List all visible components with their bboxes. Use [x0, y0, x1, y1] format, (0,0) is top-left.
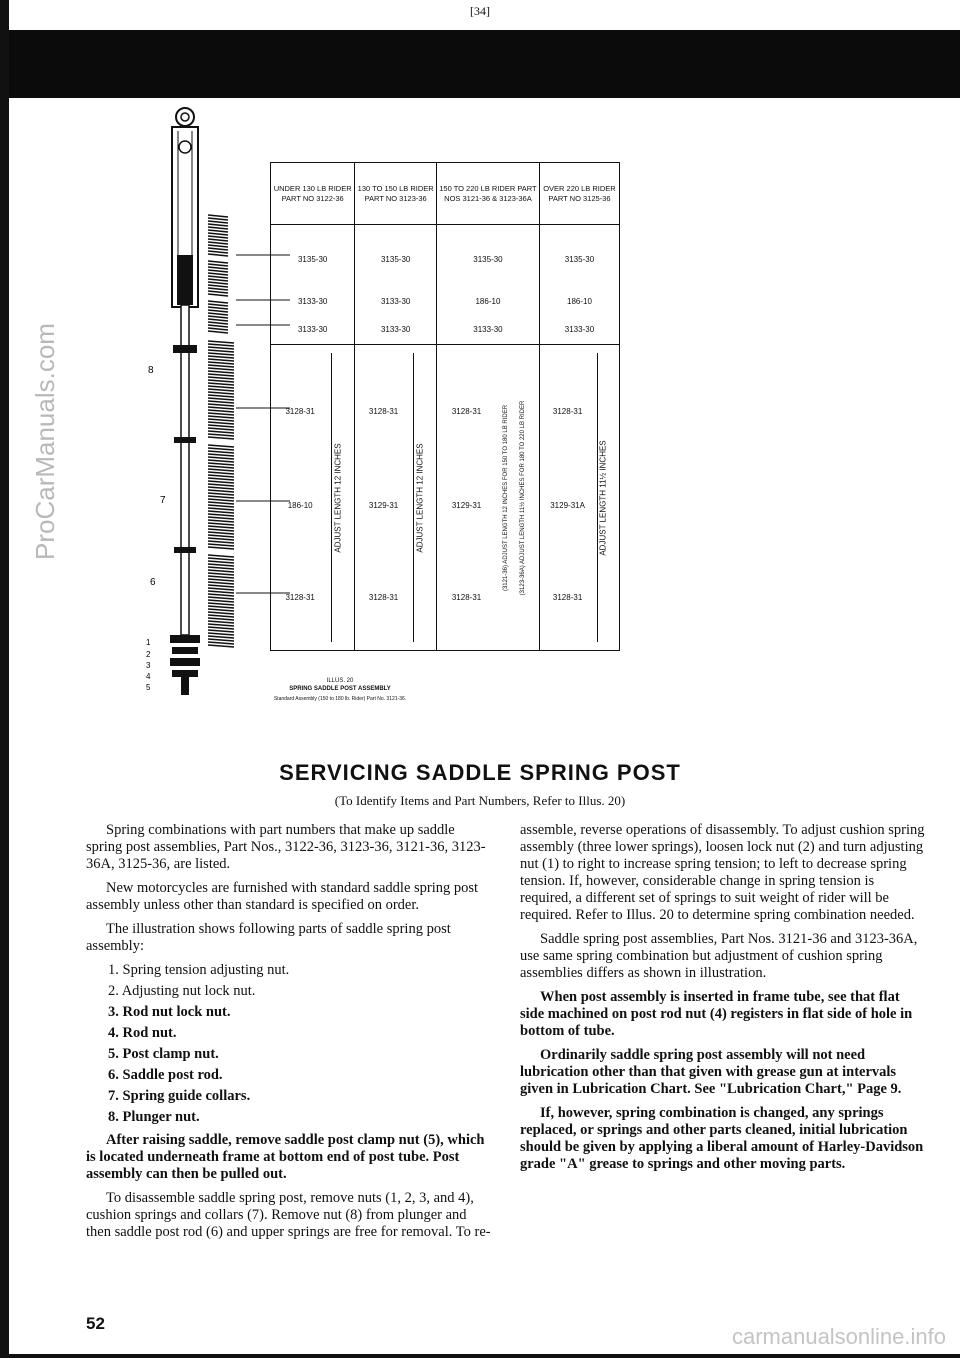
spring-coil — [208, 245, 228, 247]
spring-coil — [208, 362, 234, 364]
spring-coil — [208, 371, 234, 373]
spring-coil — [208, 270, 228, 272]
spring-coil — [208, 254, 228, 256]
spring-coil — [208, 457, 234, 459]
callout-8: 8 — [148, 365, 154, 376]
spring-coil — [208, 564, 234, 566]
spring-coil — [208, 624, 234, 626]
spring-coil — [208, 526, 234, 528]
adjust-length-label: ADJUST LENGTH 12 INCHES — [333, 442, 343, 553]
spring-coil — [208, 573, 234, 575]
spring-coil — [208, 230, 228, 232]
spring-coil — [208, 273, 228, 275]
spring-coil — [208, 541, 234, 543]
spring-coil — [208, 591, 234, 593]
spring-coil — [208, 612, 234, 614]
table-header-cell: 130 TO 150 LB RIDER PART NO 3123-36 — [355, 163, 437, 225]
callout-5: 5 — [146, 683, 151, 692]
spring-coil — [208, 215, 228, 217]
spring-coil — [208, 425, 234, 427]
section-subtitle: (To Identify Items and Part Numbers, Refer to Illus. 20) — [334, 793, 626, 808]
paragraph: Spring combinations with part numbers that make up saddle spring post assemblies, Part Nos., 3122-36, 3123-36, 3121-36, 3123-36A, 3125-36, are listed. — [86, 822, 486, 872]
adjust-length-bracket — [331, 353, 332, 642]
spring-coil — [208, 356, 234, 358]
spring-coil — [208, 555, 234, 557]
part-number: 3135-30 — [380, 255, 411, 264]
spring-coil — [208, 529, 234, 531]
spring-coil — [208, 460, 234, 462]
spring-coil — [208, 508, 234, 510]
spring-coil — [208, 490, 234, 492]
spring-coil — [208, 499, 234, 501]
spring-coil — [208, 558, 234, 560]
spring-coil — [208, 398, 234, 400]
part-number: 3128-31 — [368, 593, 399, 602]
spring-coil — [208, 310, 228, 312]
spring-coil — [208, 636, 234, 638]
spring-coil — [208, 487, 234, 489]
paragraph: If, however, spring combination is changed, any springs replaced, or springs and other parts cleaned, initial lubrication should be given by applying a liberal amount of Harley-Davidson grade "A" grease to springs and other moving parts. — [520, 1105, 924, 1172]
spring-coil — [208, 313, 228, 315]
spring-coil — [208, 630, 234, 632]
part-number: 3133-30 — [297, 297, 328, 306]
spring-coil — [208, 517, 234, 519]
spring-coil — [208, 493, 234, 495]
spring-coil — [208, 639, 234, 641]
spring-coil — [208, 621, 234, 623]
spring-coil — [208, 380, 234, 382]
spring-coil — [208, 331, 228, 333]
spring-coil — [208, 392, 234, 394]
spring-coil — [208, 633, 234, 635]
part-number: 3128-31 — [451, 593, 482, 602]
adjust-length-label: (3121-36) ADJUST LENGTH 12 INCHES FOR 150 TO 180 LB RIDER — [503, 404, 510, 591]
spring-coil — [208, 413, 234, 415]
spring-coil — [208, 535, 234, 537]
spring-coil — [208, 419, 234, 421]
spring-coil — [208, 276, 228, 278]
lower-springs-cell — [271, 345, 355, 651]
figure-caption-title: SPRING SADDLE POST ASSEMBLY — [289, 686, 391, 692]
spring-coil — [208, 618, 234, 620]
table-header-cell: UNDER 130 LB RIDER PART NO 3122-36 — [271, 163, 355, 225]
spring-coil — [208, 233, 228, 235]
spring-coil — [208, 422, 234, 424]
callout-1: 1 — [146, 638, 151, 647]
spring-coil — [208, 288, 228, 290]
spring-coil — [208, 511, 234, 513]
part-number: 3133-30 — [564, 325, 595, 334]
section-title: SERVICING SADDLE SPRING POST — [279, 760, 681, 785]
side-watermark: ProCarManuals.com — [30, 323, 60, 560]
list-item: 4. Rod nut. — [108, 1025, 177, 1041]
bottom-margin-rule — [0, 1354, 960, 1358]
spring-coil — [208, 365, 234, 367]
spring-coil — [208, 544, 234, 546]
spring-coil — [208, 454, 234, 456]
spring-coil — [208, 319, 228, 321]
callout-6: 6 — [150, 577, 156, 588]
spring-coil — [208, 603, 234, 605]
page-number: 52 — [86, 1314, 105, 1333]
spring-coil — [208, 350, 234, 352]
list-item: 2. Adjusting nut lock nut. — [108, 983, 256, 999]
spring-coil — [208, 264, 228, 266]
spring-coil — [208, 481, 234, 483]
spring-coil — [208, 609, 234, 611]
lower-springs-cell — [539, 345, 619, 651]
spring-coil — [208, 368, 234, 370]
spring-coil — [208, 576, 234, 578]
spring-coil — [208, 279, 228, 281]
spring-coil — [208, 615, 234, 617]
spring-coil — [208, 377, 234, 379]
spring-coil — [208, 547, 234, 549]
spring-coil — [208, 282, 228, 284]
right-column — [520, 822, 925, 1180]
spring-coil — [208, 627, 234, 629]
spring-coil — [208, 451, 234, 453]
spring-coil — [208, 523, 234, 525]
spring-combination-table — [270, 162, 620, 651]
spring-coil — [208, 645, 234, 647]
spring-coil — [208, 437, 234, 439]
adjust-length-label: ADJUST LENGTH 12 INCHES — [415, 442, 425, 553]
spring-coil — [208, 538, 234, 540]
part-number: 3133-30 — [297, 325, 328, 334]
list-item: 6. Saddle post rod. — [108, 1067, 223, 1083]
spring-coil — [208, 341, 234, 343]
part-number: 3133-30 — [380, 325, 411, 334]
spring-coil — [208, 606, 234, 608]
paragraph: The illustration shows following parts of saddle spring post assembly: — [86, 921, 451, 954]
spring-coil — [208, 514, 234, 516]
spring-coil — [208, 434, 234, 436]
footer-watermark: carmanualsonline.info — [731, 1324, 946, 1349]
spring-coil — [208, 386, 234, 388]
parts-list — [108, 962, 491, 1126]
spring-coil — [208, 325, 228, 327]
spring-coil — [208, 475, 234, 477]
spring-coil — [208, 410, 234, 412]
spring-coil — [208, 347, 234, 349]
part-number: 3128-31 — [285, 593, 315, 602]
spring-coil — [208, 359, 234, 361]
spring-coil — [208, 261, 228, 263]
spring-coil — [208, 472, 234, 474]
spring-coil — [208, 567, 234, 569]
spring-coil — [208, 227, 228, 229]
part-number: 186-10 — [475, 297, 501, 306]
figure-caption-note: Standard Assembly (150 to 180 lb. Rider) Part No. 3121-36. — [273, 696, 407, 702]
lower-springs-cell — [436, 345, 539, 651]
spring-coil — [208, 322, 228, 324]
upper-springs-cell — [271, 225, 355, 345]
spring-coil — [208, 404, 234, 406]
spring-coil — [208, 344, 234, 346]
spring-coil — [208, 597, 234, 599]
spring-coil — [208, 445, 234, 447]
spring-coil — [208, 221, 228, 223]
paragraph: Ordinarily saddle spring post assembly will not need lubrication other than that given with grease gun at intervals given in Lubrication Chart. See "Lubrication Chart," Page 9. — [520, 1047, 902, 1097]
spring-coil — [208, 224, 228, 226]
part-number: 3133-30 — [380, 297, 411, 306]
page-label: [34] — [470, 4, 490, 18]
spring-coil — [208, 428, 234, 430]
part-number: 3129-31A — [550, 501, 585, 510]
part-number: 3128-31 — [368, 407, 399, 416]
part-number: 3129-31 — [451, 501, 482, 510]
upper-springs-cell — [355, 225, 437, 345]
paragraph: New motorcycles are furnished with standard saddle spring post assembly unless other than standard is specified on order. — [86, 880, 479, 913]
spring-coil — [208, 267, 228, 269]
part-number: 3135-30 — [297, 255, 328, 264]
list-item: 7. Spring guide collars. — [108, 1088, 251, 1104]
spring-coil — [208, 582, 234, 584]
spring-coil — [208, 448, 234, 450]
spring-coil — [208, 374, 234, 376]
part-number: 3128-31 — [552, 407, 583, 416]
spring-coil — [208, 588, 234, 590]
spring-coil — [208, 307, 228, 309]
callout-3: 3 — [146, 661, 151, 670]
spring-coil — [208, 431, 234, 433]
spring-coil — [208, 484, 234, 486]
paragraph: To disassemble saddle spring post, remove nuts (1, 2, 3, and 4), cushion springs and collars (7). Remove nut (8) from plunger and then saddle post rod (6) and upper springs are free for removal. To re- — [86, 1190, 491, 1240]
spring-coil — [208, 218, 228, 220]
spring-coil — [208, 561, 234, 563]
header-banner — [9, 30, 960, 98]
spring-coil — [208, 316, 228, 318]
part-number: 3128-31 — [451, 407, 482, 416]
list-item: 1. Spring tension adjusting nut. — [108, 962, 290, 978]
spring-coil — [208, 236, 228, 238]
spring-coil — [208, 532, 234, 534]
callout-2: 2 — [146, 650, 151, 659]
spring-coil — [208, 600, 234, 602]
part-number: 186-10 — [287, 501, 313, 510]
part-number: 3129-31 — [368, 501, 399, 510]
upper-springs-cell — [436, 225, 539, 345]
spring-coil — [208, 407, 234, 409]
spring-coil — [208, 478, 234, 480]
spring-coil — [208, 395, 234, 397]
spring-coil — [208, 642, 234, 644]
list-item: 3. Rod nut lock nut. — [108, 1004, 231, 1020]
callout-7: 7 — [160, 495, 166, 506]
spring-coil — [208, 416, 234, 418]
upper-springs-cell — [539, 225, 619, 345]
spring-coil — [208, 239, 228, 241]
part-number: 3135-30 — [564, 255, 595, 264]
list-item: 5. Post clamp nut. — [108, 1046, 219, 1062]
spring-coil — [208, 353, 234, 355]
left-column — [86, 822, 491, 1248]
part-number: 3133-30 — [473, 325, 503, 334]
spring-coil — [208, 285, 228, 287]
adjust-length-label: (3123-36A) ADJUST LENGTH 11½ INCHES FOR 180 TO 220 LB RIDER — [519, 400, 526, 595]
spring-coil — [208, 570, 234, 572]
part-number: 3128-31 — [552, 593, 583, 602]
spring-coil — [208, 401, 234, 403]
spring-coil — [208, 585, 234, 587]
spring-coil — [208, 389, 234, 391]
spring-coil — [208, 463, 234, 465]
part-number: 186-10 — [567, 297, 592, 306]
part-number: 3135-30 — [473, 255, 503, 264]
spring-coil — [208, 469, 234, 471]
spring-coil — [208, 304, 228, 306]
spring-coil — [208, 248, 228, 250]
lower-springs-cell — [355, 345, 437, 651]
spring-coil — [208, 502, 234, 504]
spring-coil — [208, 251, 228, 253]
paragraph: When post assembly is inserted in frame tube, see that flat side machined on post rod nut (4) registers in flat side of hole in bottom of tube. — [520, 989, 913, 1039]
spring-coil — [208, 328, 228, 330]
part-number: 3128-31 — [285, 407, 315, 416]
paragraph: Saddle spring post assemblies, Part Nos. 3121-36 and 3123-36A, use same spring combination but adjustment of cushion spring assemblies differs as shown in illustration. — [520, 931, 918, 981]
adjust-length-bracket — [413, 353, 414, 642]
adjust-length-label: ADJUST LENGTH 11½ INCHES — [598, 439, 608, 556]
spring-coil — [208, 301, 228, 303]
spring-coil — [208, 496, 234, 498]
callout-4: 4 — [146, 672, 151, 681]
list-item: 8. Plunger nut. — [108, 1109, 200, 1125]
table-header-cell: OVER 220 LB RIDER PART NO 3125-36 — [539, 163, 619, 225]
spring-coil — [208, 520, 234, 522]
paragraph: After raising saddle, remove saddle post clamp nut (5), which is located underneath frame at bottom end of post tube. Post assembly can then be pulled out. — [86, 1132, 485, 1182]
spring-coil — [208, 579, 234, 581]
spring-coil — [208, 505, 234, 507]
spring-coil — [208, 466, 234, 468]
spring-coil — [208, 383, 234, 385]
spring-coil — [208, 294, 228, 296]
spring-coil — [208, 594, 234, 596]
table-header-cell: 150 TO 220 LB RIDER PART NOS 3121-36 & 3123-36A — [436, 163, 539, 225]
left-margin-rule — [0, 0, 9, 1358]
paragraph: assemble, reverse operations of disassembly. To adjust cushion spring assembly (three lower springs), loosen lock nut (2) and turn adjusting nut (1) to right to increase spring tension; to left to decrease spring tension. If, however, considerable change in spring tension is required, a different set of springs to suit weight of rider will be required. Refer to Illus. 20 to determine spring combination needed. — [520, 822, 925, 923]
spring-coil — [208, 242, 228, 244]
spring-coil — [208, 291, 228, 293]
figure-caption-number: ILLUS. 20 — [326, 678, 354, 684]
